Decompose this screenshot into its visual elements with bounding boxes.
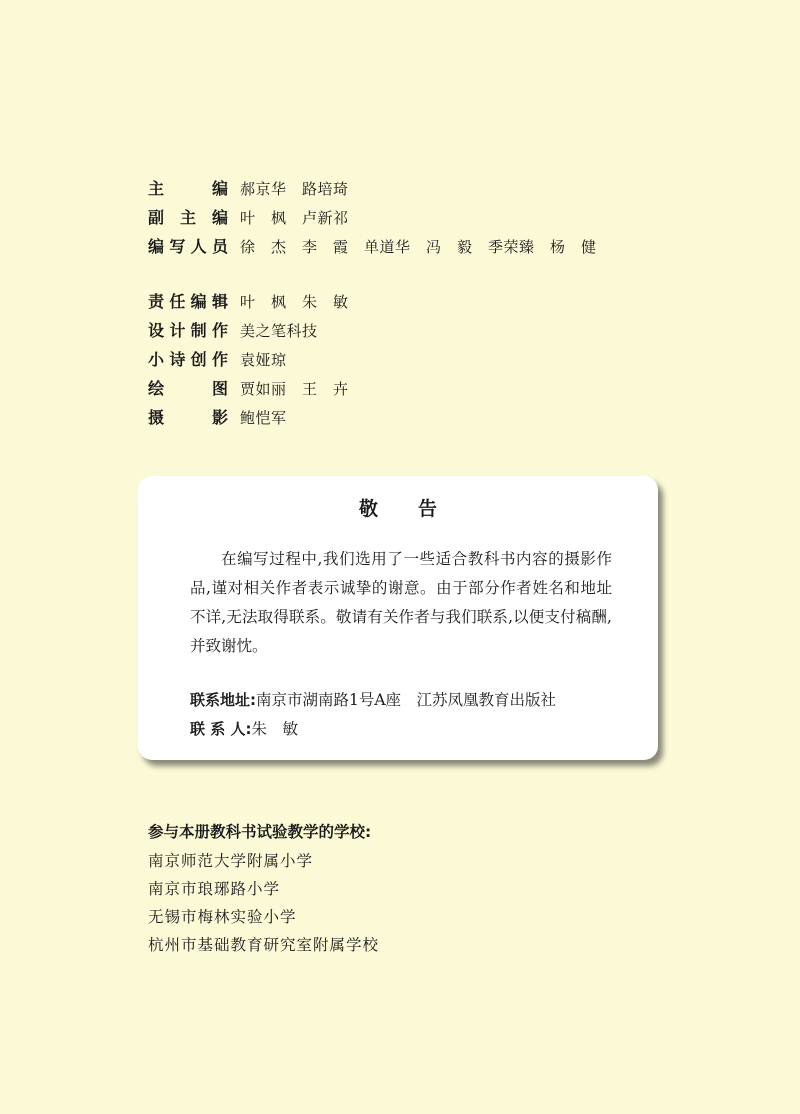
credit-row-chief-editor — [148, 176, 597, 205]
credits-section — [148, 176, 597, 434]
credit-names: 袁娅琼 — [240, 351, 287, 369]
school-item: 无锡市梅林实验小学 — [148, 908, 297, 926]
contact-person-line — [190, 715, 556, 744]
credit-names: 徐 杰 李 霞 单道华 冯 毅 季荣臻 杨 健 — [240, 238, 597, 256]
school-item: 南京师范大学附属小学 — [148, 852, 314, 870]
school-item: 南京市琅琊路小学 — [148, 880, 281, 898]
contact-address-label: 联系地址: — [190, 691, 256, 709]
credit-role: 绘图 — [148, 379, 228, 398]
credit-names: 郝京华 路培琦 — [240, 180, 349, 198]
credit-row-responsible-editor — [148, 289, 597, 318]
notice-card — [138, 476, 658, 760]
credit-role: 副主编 — [148, 208, 228, 227]
contact-address-value: 南京市湖南路1号A座 江苏凤凰教育出版社 — [256, 691, 557, 709]
credit-names: 鲍恺军 — [240, 409, 287, 427]
credit-row-poems — [148, 347, 597, 376]
credit-row-photography — [148, 405, 597, 434]
credit-role: 责任编辑 — [148, 292, 228, 311]
credit-row-writers — [148, 234, 597, 263]
contact-person-label: 联 系 人: — [190, 720, 252, 738]
credit-names: 美之笔科技 — [240, 322, 318, 340]
credit-names: 叶 枫 卢新祁 — [240, 209, 349, 227]
contact-address-line — [190, 686, 556, 715]
notice-body: 在编写过程中,我们选用了一些适合教科书内容的摄影作品,谨对相关作者表示诚挚的谢意。由于部分作者姓名和地址不详,无法取得联系。敬请有关作者与我们联系,以便支付稿酬,并致谢忱。 — [190, 550, 612, 655]
credit-role: 小诗创作 — [148, 350, 228, 369]
credit-names: 叶 枫 朱 敏 — [240, 293, 349, 311]
contact-person-value: 朱 敏 — [251, 720, 298, 738]
notice-contact — [190, 686, 556, 744]
schools-section — [148, 818, 379, 959]
notice-title: 敬告 — [358, 498, 477, 520]
credit-role: 设计制作 — [148, 321, 228, 340]
credit-role: 摄影 — [148, 408, 228, 427]
credit-row-design — [148, 318, 597, 347]
schools-heading: 参与本册教科书试验教学的学校: — [148, 823, 372, 841]
credit-row-deputy-editor — [148, 205, 597, 234]
school-item: 杭州市基础教育研究室附属学校 — [148, 936, 380, 954]
credit-row-illustration — [148, 376, 597, 405]
credit-names: 贾如丽 王 卉 — [240, 380, 349, 398]
credit-role: 编写人员 — [148, 237, 228, 256]
credit-spacer — [148, 263, 597, 289]
credit-role: 主编 — [148, 179, 228, 198]
